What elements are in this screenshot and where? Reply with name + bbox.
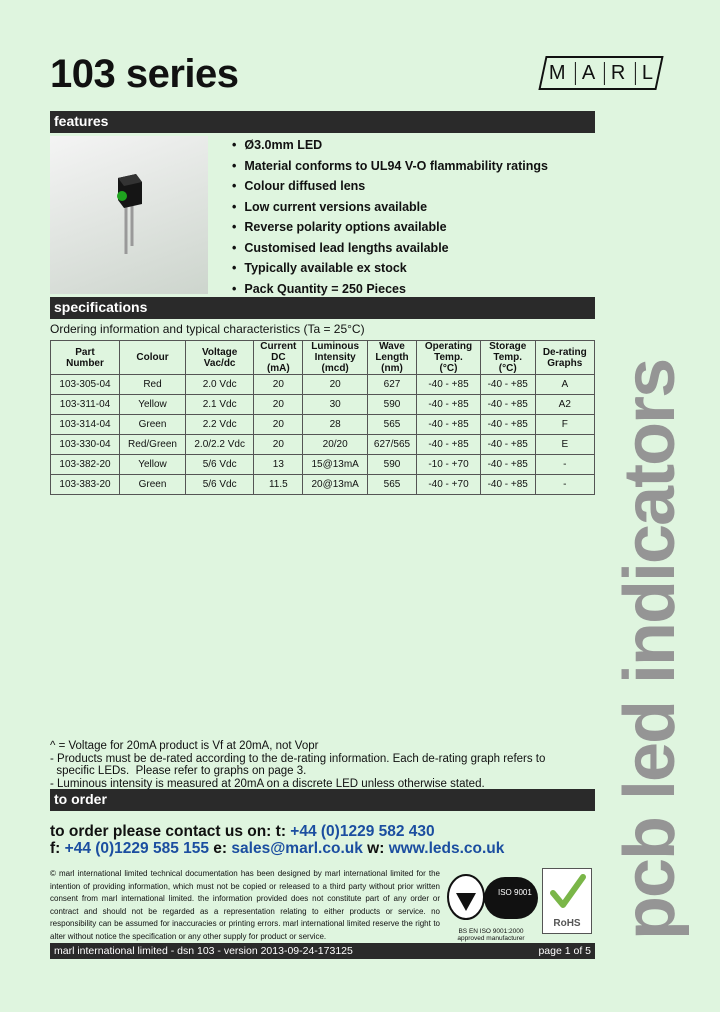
table-header-cell: Wave Length (nm) xyxy=(367,341,416,375)
table-header-cell: Luminous Intensity (mcd) xyxy=(303,341,368,375)
bsi-iso-certification xyxy=(442,871,540,942)
table-cell: 13 xyxy=(254,455,303,475)
list-item: • Reverse polarity options available xyxy=(232,217,548,238)
table-cell: - xyxy=(535,455,594,475)
table-cell: E xyxy=(535,435,594,455)
bsi-logo-icon xyxy=(442,871,540,923)
table-cell: A2 xyxy=(535,395,594,415)
table-cell: -40 - +85 xyxy=(480,415,535,435)
table-cell: F xyxy=(535,415,594,435)
table-cell: 20@13mA xyxy=(303,475,368,495)
table-row xyxy=(51,415,595,435)
table-cell: - xyxy=(535,475,594,495)
table-cell: 2.2 Vdc xyxy=(186,415,254,435)
led-icon xyxy=(50,136,208,294)
table-cell: -40 - +85 xyxy=(480,375,535,395)
list-item: • Pack Quantity = 250 Pieces xyxy=(232,279,548,300)
table-cell: Yellow xyxy=(120,395,186,415)
copyright-text: © marl international limited technical documentation has been designed by marl international limited for the intention of providing information, which must not be copied or released to a third party without prior written consent from marl international limited. the information provided does not constitute part of any order or contract and should not be regarded as a representation relating to either products or service. no responsibility can be assumed for inaccuracies or printing errors. marl international limited reserve the right to alter without notice the specification or any other supply for product or service. xyxy=(50,869,440,941)
website-link[interactable]: www.leds.co.uk xyxy=(388,840,505,857)
rohs-badge xyxy=(542,868,592,934)
contact-line-1: to order please contact us on: t: +44 (0)1229 582 430 xyxy=(50,823,435,840)
footer-document-info: marl international limited - dsn 103 - version 2013-09-24-173125 xyxy=(54,945,353,957)
table-row xyxy=(51,395,595,415)
table-cell: 20 xyxy=(254,395,303,415)
table-header-cell: Colour xyxy=(120,341,186,375)
table-cell: 20/20 xyxy=(303,435,368,455)
table-cell: 590 xyxy=(367,395,416,415)
note-line: - Products must be de-rated according to the de-rating information. Each de-rating graph refers to xyxy=(50,752,546,765)
table-cell: -40 - +85 xyxy=(480,395,535,415)
note-line: ^ = Voltage for 20mA product is Vf at 20mA, not Vopr xyxy=(50,740,319,752)
specifications-heading: specifications xyxy=(50,297,595,319)
table-cell: 103-314-04 xyxy=(51,415,120,435)
table-cell: Yellow xyxy=(120,455,186,475)
table-row xyxy=(51,455,595,475)
table-cell: -40 - +85 xyxy=(480,455,535,475)
table-cell: 5/6 Vdc xyxy=(186,455,254,475)
marl-logo: M A R L xyxy=(538,56,663,90)
list-item: • Ø3.0mm LED xyxy=(232,135,548,156)
note-line: specific LEDs. Please refer to graphs on page 3. xyxy=(50,765,307,777)
table-cell: 103-330-04 xyxy=(51,435,120,455)
table-cell: Green xyxy=(120,475,186,495)
contact-line-2: f: +44 (0)1229 585 155 e: sales@marl.co.uk w: www.leds.co.uk xyxy=(50,840,505,857)
table-cell: 15@13mA xyxy=(303,455,368,475)
table-header-cell: De-rating Graphs xyxy=(535,341,594,375)
led-product-image xyxy=(50,136,208,294)
list-item: • Material conforms to UL94 V-O flammability ratings xyxy=(232,156,548,177)
table-cell: 2.0/2.2 Vdc xyxy=(186,435,254,455)
footer xyxy=(50,943,595,959)
table-cell: 565 xyxy=(367,475,416,495)
table-cell: 627/565 xyxy=(367,435,416,455)
page-title: 103 series xyxy=(50,52,239,96)
table-cell: -10 - +70 xyxy=(417,455,481,475)
table-cell: 627 xyxy=(367,375,416,395)
table-cell: Green xyxy=(120,415,186,435)
table-cell: 20 xyxy=(303,375,368,395)
table-cell: 2.0 Vdc xyxy=(186,375,254,395)
features-list xyxy=(232,135,548,299)
table-cell: -40 - +85 xyxy=(417,375,481,395)
table-cell: 103-311-04 xyxy=(51,395,120,415)
specifications-table xyxy=(50,340,595,495)
vertical-category-title: pcb led indicators xyxy=(610,359,690,940)
table-cell: -40 - +70 xyxy=(417,475,481,495)
table-cell: A xyxy=(535,375,594,395)
rohs-label: RoHS xyxy=(553,918,581,929)
notes xyxy=(50,740,545,790)
table-cell: 11.5 xyxy=(254,475,303,495)
table-cell: 20 xyxy=(254,435,303,455)
ordering-caption: Ordering information and typical characteristics (Ta = 25°C) xyxy=(50,322,365,336)
table-cell: -40 - +85 xyxy=(417,435,481,455)
approved-manufacturer: approved manufacturer xyxy=(457,935,525,942)
table-cell: 103-382-20 xyxy=(51,455,120,475)
table-cell: -40 - +85 xyxy=(480,435,535,455)
note-line: - Luminous intensity is measured at 20mA on a discrete LED unless otherwise stated. xyxy=(50,777,485,790)
table-cell: 565 xyxy=(367,415,416,435)
table-cell: 103-305-04 xyxy=(51,375,120,395)
table-row xyxy=(51,475,595,495)
table-cell: 20 xyxy=(254,375,303,395)
fax-number: +44 (0)1229 585 155 xyxy=(64,840,209,857)
table-header-cell: Storage Temp. (°C) xyxy=(480,341,535,375)
footer-page-number: page 1 of 5 xyxy=(538,945,591,957)
table-cell: 2.1 Vdc xyxy=(186,395,254,415)
table-header-cell: Current DC (mA) xyxy=(254,341,303,375)
table-header-row xyxy=(51,341,595,375)
table-cell: Red/Green xyxy=(120,435,186,455)
table-cell: -40 - +85 xyxy=(480,475,535,495)
table-cell: 20 xyxy=(254,415,303,435)
to-order-heading: to order xyxy=(50,789,595,811)
email-link[interactable]: sales@marl.co.uk xyxy=(231,840,363,857)
table-body xyxy=(51,375,595,495)
table-cell: -40 - +85 xyxy=(417,415,481,435)
phone-number[interactable]: +44 (0)1229 582 430 xyxy=(290,823,435,840)
table-header-cell: Voltage Vac/dc xyxy=(186,341,254,375)
table-cell: Red xyxy=(120,375,186,395)
iso-label: ISO 9001 xyxy=(498,888,532,897)
rohs-check-icon xyxy=(543,869,591,913)
table-cell: 103-383-20 xyxy=(51,475,120,495)
list-item: • Colour diffused lens xyxy=(232,176,548,197)
table-cell: 30 xyxy=(303,395,368,415)
table-cell: -40 - +85 xyxy=(417,395,481,415)
table-row xyxy=(51,375,595,395)
list-item: • Typically available ex stock xyxy=(232,258,548,279)
table-cell: 5/6 Vdc xyxy=(186,475,254,495)
table-row xyxy=(51,435,595,455)
iso-standard: BS EN ISO 9001:2000 xyxy=(458,928,524,935)
list-item: • Customised lead lengths available xyxy=(232,238,548,259)
table-cell: 590 xyxy=(367,455,416,475)
features-heading: features xyxy=(50,111,595,133)
table-cell: 28 xyxy=(303,415,368,435)
list-item: • Low current versions available xyxy=(232,197,548,218)
table-header-cell: Part Number xyxy=(51,341,120,375)
table-header-cell: Operating Temp. (°C) xyxy=(417,341,481,375)
